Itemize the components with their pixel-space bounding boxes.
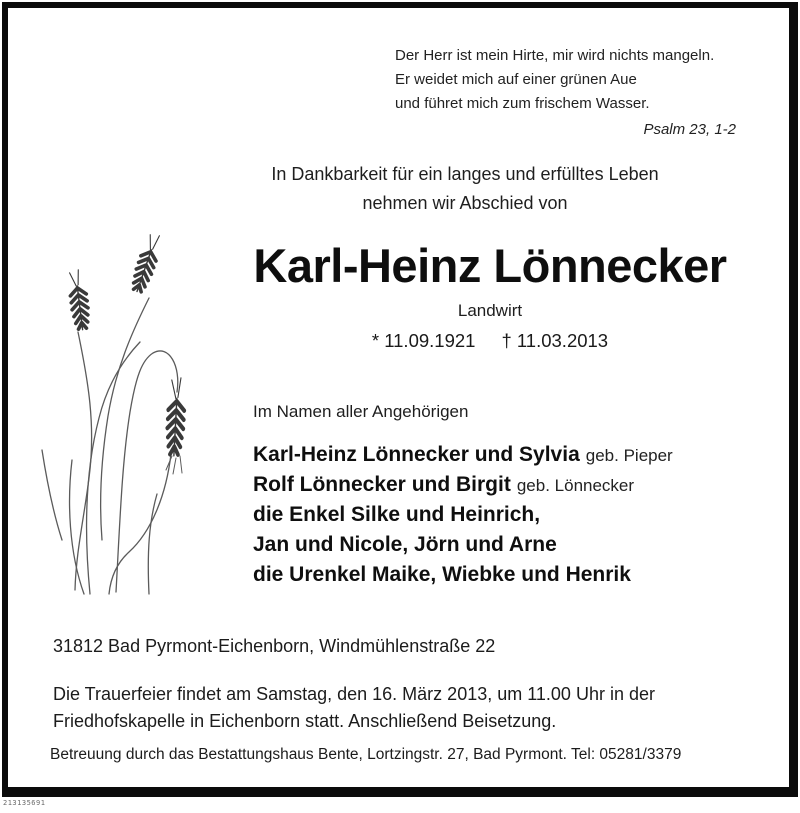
family-row [253,440,773,470]
family-names: Rolf Lönnecker und Birgit [253,473,511,496]
family-names: die Enkel Silke und Heinrich, [253,503,541,526]
family-list [253,440,773,590]
life-dates [290,330,690,352]
psalm-quote [395,44,740,142]
family-row [253,560,773,590]
funeral-info [53,681,753,735]
family-names: Jan und Nicole, Jörn und Arne [253,533,557,556]
family-row [253,470,773,500]
family-names: Karl-Heinz Lönnecker und Sylvia [253,443,580,466]
psalm-attribution: Psalm 23, 1-2 [643,121,736,138]
psalm-line-3: und führet mich zum frischem Wasser. [395,95,650,112]
funeral-line-2: Friedhofskapelle in Eichenborn statt. Anschließend Beisetzung. [53,711,557,731]
reference-code: 213135691 [3,799,46,807]
home-address: 31812 Bad Pyrmont-Eichenborn, Windmühlenstraße 22 [53,636,496,656]
intro-line-2: nehmen wir Abschied von [362,193,568,213]
deceased-profession: Landwirt [457,301,523,320]
family-names: die Urenkel Maike, Wiebke und Henrik [253,563,631,586]
undertaker-info: Betreuung durch das Bestattungshaus Bente, Lortzingstr. 27, Bad Pyrmont. Tel: 05281/3379 [50,746,682,763]
psalm-line-1: Der Herr ist mein Hirte, mir wird nichts mangeln. [395,47,715,64]
mourners-intro: Im Namen aller Angehörigen [253,402,469,421]
psalm-line-2: Er weidet mich auf einer grünen Aue [395,71,637,88]
birth-date: * 11.09.1921 [371,330,476,351]
death-date: † 11.03.2013 [501,330,609,351]
family-row [253,530,773,560]
funeral-line-1: Die Trauerfeier findet am Samstag, den 16. März 2013, um 11.00 Uhr in der [53,684,655,704]
family-maiden-name: geb. Pieper [585,446,673,465]
intro-line-1: In Dankbarkeit für ein langes und erfülltes Leben [271,164,659,184]
deceased-name: Karl-Heinz Lönnecker [253,239,727,292]
family-maiden-name: geb. Lönnecker [516,476,635,495]
intro-text [220,160,710,218]
family-row [253,500,773,530]
